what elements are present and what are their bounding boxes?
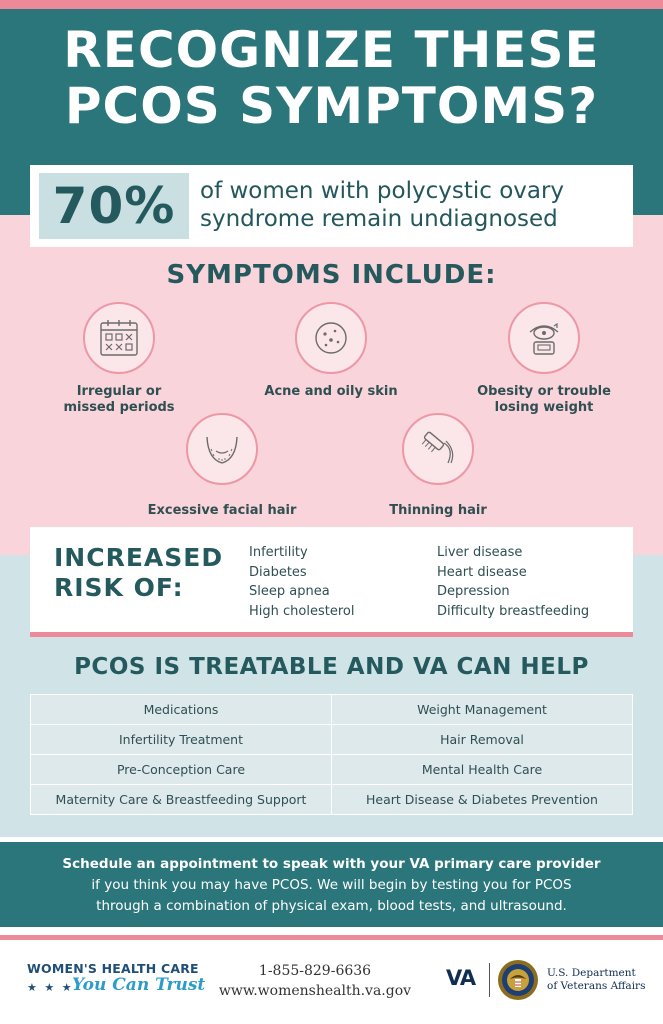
top-accent-stripe [0,0,663,9]
risk-item: Sleep apnea [249,584,330,599]
symptom-label-line-1: Obesity or trouble [477,384,611,399]
title-line-2: PCOS SYMPTOMS? [64,77,599,135]
department-line-2: of Veterans Affairs [547,980,646,992]
symptom-obesity [469,302,619,416]
symptom-irregular-periods [49,302,189,416]
symptom-label-line-2: losing weight [494,400,594,415]
risk-heading [54,543,223,603]
scale-icon [508,302,580,374]
va-seal-icon [497,959,539,1001]
symptom-label-line-2: missed periods [63,400,175,415]
symptom-label [246,384,416,400]
department-line-1: U.S. Department [547,967,636,979]
risk-list-right [437,543,589,621]
risk-item: Depression [437,584,510,599]
cta-line-1: Schedule an appointment to speak with your VA primary care provider [62,856,601,872]
symptom-acne [246,302,416,400]
symptom-label-line-1: Irregular or [76,384,162,399]
table-cell: Pre-Conception Care [31,755,332,785]
statistic-percent: 70% [39,173,189,239]
womens-health-care-logo: WOMEN'S HEALTH CARE [27,961,199,976]
symptom-label [373,503,503,519]
comb-icon [402,413,474,485]
statistic-line-1: of women with polycystic ovary [200,178,565,204]
risk-item: Liver disease [437,545,523,560]
phone-number[interactable]: 1-855-829-6636 [258,963,372,979]
call-to-action [0,842,663,927]
acne-icon [295,302,367,374]
star-icons: ★ ★ ★ [27,981,74,994]
contact-info [210,961,420,1001]
symptom-label [49,384,189,416]
website-link[interactable]: www.womenshealth.va.gov [218,983,412,999]
department-name [547,967,645,993]
calendar-icon [83,302,155,374]
footer [0,940,663,1024]
risk-item: Heart disease [437,564,527,580]
increased-risk-box [30,527,633,637]
tagline: You Can Trust [72,975,206,995]
symptom-label-line-1: Thinning hair [389,503,487,518]
table-cell: Maternity Care & Breastfeeding Support [31,785,332,815]
symptom-label-line-1: Acne and oily skin [264,384,398,399]
table-cell: Medications [31,695,332,725]
symptom-label [137,503,307,519]
table-row [31,785,633,815]
statistic-box [30,165,633,247]
divider [489,963,490,997]
title-line-1: RECOGNIZE THESE [63,21,600,79]
table-cell: Heart Disease & Diabetes Prevention [332,785,633,815]
symptom-thinning-hair [373,413,503,519]
risk-item: High cholesterol [249,603,355,619]
risk-list-left [249,543,354,621]
symptom-label-line-1: Excessive facial hair [147,503,297,518]
cta-line-3: through a combination of physical exam, blood tests, and ultrasound. [96,898,567,914]
va-logo: VA [446,966,476,990]
symptom-facial-hair [137,413,307,519]
table-cell: Infertility Treatment [31,725,332,755]
treatable-heading: PCOS IS TREATABLE AND VA CAN HELP [74,654,589,680]
risk-item: Difficulty breastfeeding [437,603,590,619]
treatment-table [30,694,633,815]
statistic-line-2: syndrome remain undiagnosed [200,206,558,232]
symptom-label [469,384,619,416]
symptoms-heading: SYMPTOMS INCLUDE: [166,260,497,290]
cta-line-2: if you think you may have PCOS. We will begin by testing you for PCOS [91,877,572,893]
face-icon [186,413,258,485]
table-cell: Weight Management [332,695,633,725]
table-row [31,755,633,785]
table-cell: Mental Health Care [332,755,633,785]
risk-heading-line-2: RISK OF: [54,573,184,602]
page-title [0,22,663,134]
risk-heading-line-1: INCREASED [54,543,224,572]
table-row [31,725,633,755]
table-row [31,695,633,725]
table-cell: Hair Removal [332,725,633,755]
statistic-text [200,177,625,233]
risk-item: Infertility [249,545,308,560]
risk-item: Diabetes [249,564,307,580]
